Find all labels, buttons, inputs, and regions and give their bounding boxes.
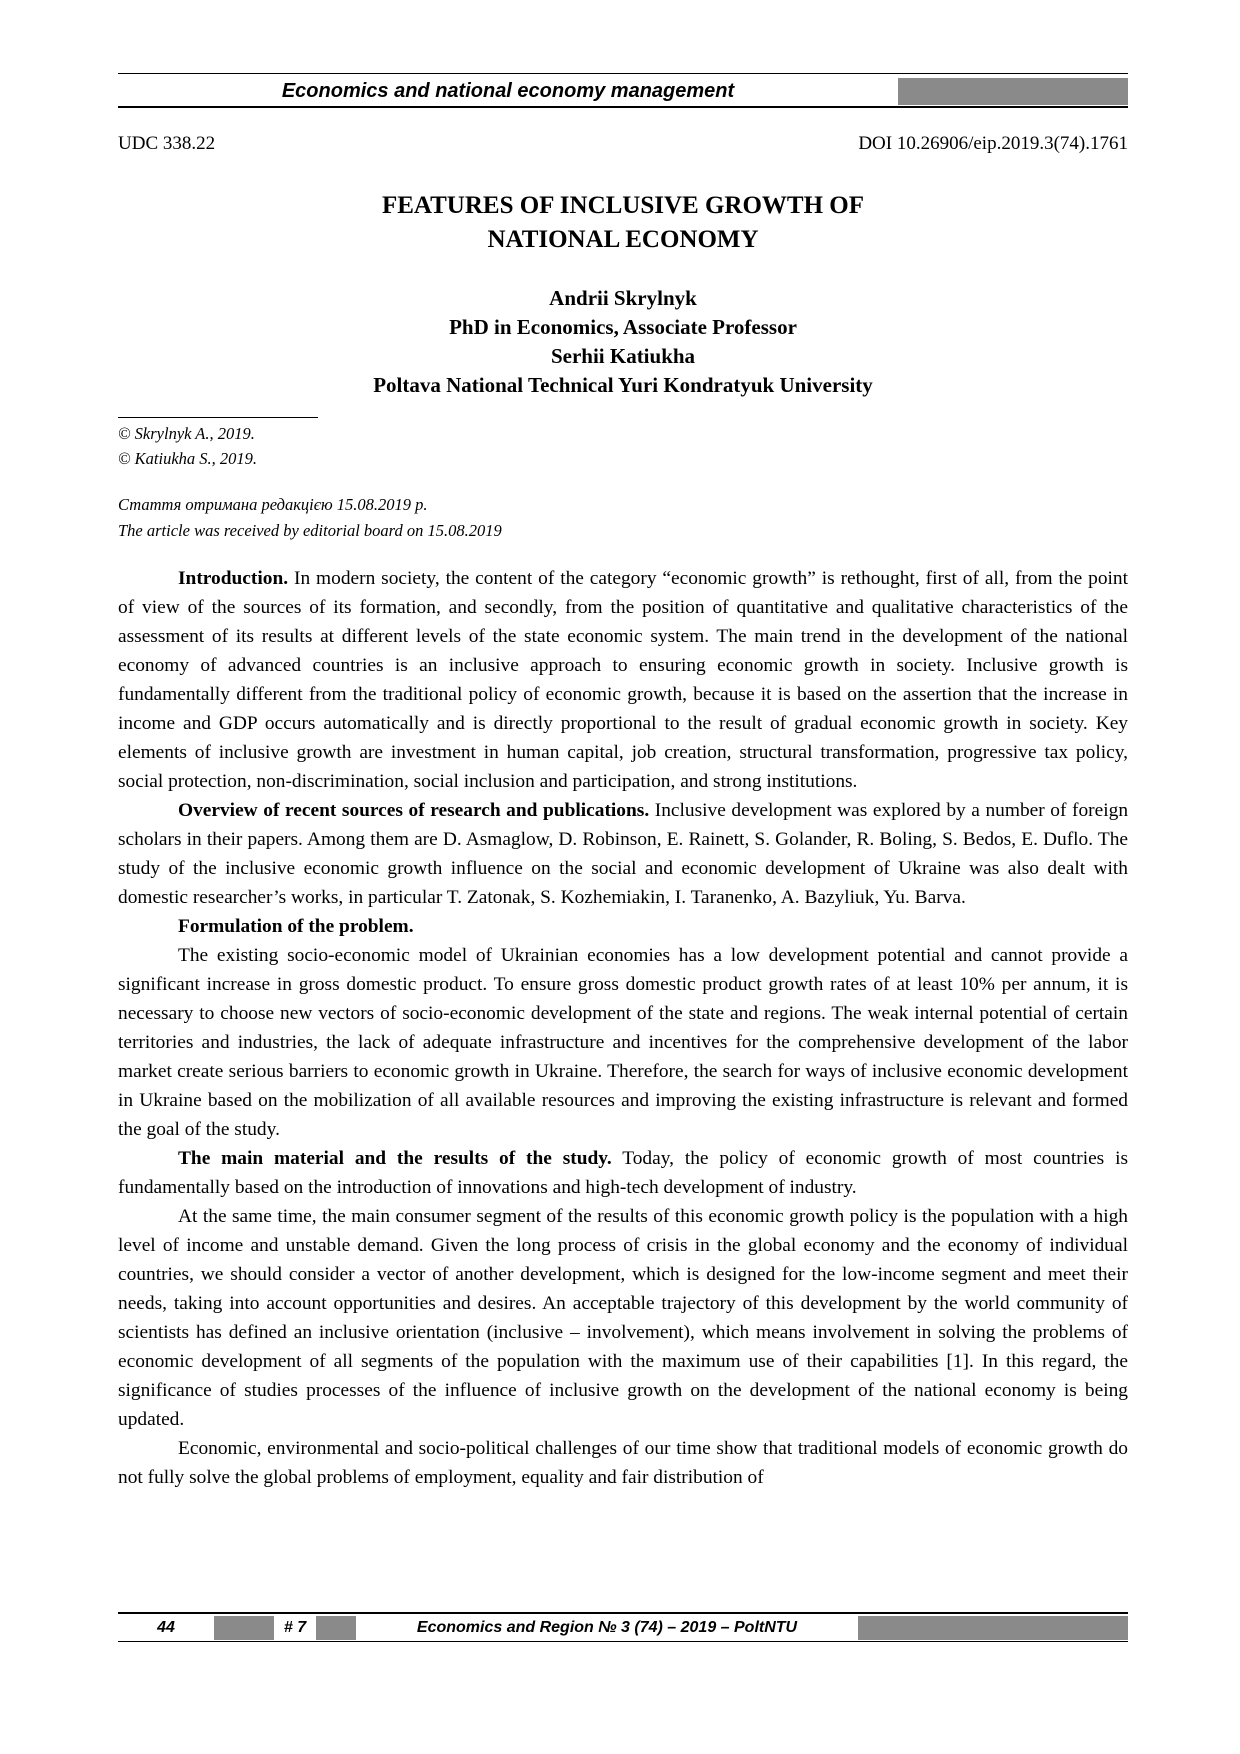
received-english: The article was received by editorial board on 15.08.2019 bbox=[118, 521, 502, 540]
paragraph-same-time: At the same time, the main consumer segment of the results of this economic growth policy is the population with a high level of income and unstable demand. Given the long process of crisis in the global economy and the economy of individual countries, we should consider a vector of another development, which is designed for the low-income segment and meet their needs, taking into account opportunities and desires. An acceptable trajectory of this development by the world community of scientists has defined an inclusive orientation (inclusive – involvement), which means involvement in solving the problems of economic development of all segments of the population with the maximum use of their capabilities [1]. In this regard, the significance of studies processes of the influence of inclusive growth on the development of the national economy is being updated. bbox=[118, 1206, 1128, 1430]
running-footer bbox=[118, 1616, 1128, 1640]
paragraph-overview bbox=[118, 796, 1128, 912]
author-1-degree: PhD in Economics, Associate Professor bbox=[449, 315, 797, 339]
doi: DOI 10.26906/eip.2019.3(74).1761 bbox=[858, 133, 1128, 154]
udc-code: UDC 338.22 bbox=[118, 133, 216, 154]
footer-grey-block-3 bbox=[858, 1616, 1128, 1640]
footer-top-rule bbox=[118, 1612, 1128, 1614]
affiliation: Poltava National Technical Yuri Kondratyuk University bbox=[373, 373, 873, 397]
running-header bbox=[118, 78, 1128, 105]
heading-main-material: The main material and the results of the study. bbox=[178, 1148, 612, 1169]
paragraph-challenges: Economic, environmental and socio-political challenges of our time show that traditional models of economic growth do not fully solve the global problems of employment, equality and fair distribution of bbox=[118, 1438, 1128, 1488]
paper-title bbox=[118, 189, 1128, 257]
header-top-rule bbox=[118, 73, 1128, 74]
header-grey-bar bbox=[898, 78, 1128, 105]
footer-grey-block-1 bbox=[214, 1616, 274, 1640]
received-notes bbox=[118, 492, 502, 544]
issue-label: # 7 bbox=[283, 1619, 307, 1636]
paragraph-introduction bbox=[118, 564, 1128, 796]
author-1: Andrii Skrylnyk bbox=[549, 286, 697, 310]
footer-bottom-rule bbox=[118, 1641, 1128, 1642]
heading-problem: Formulation of the problem. bbox=[178, 916, 414, 937]
header-bottom-rule bbox=[118, 106, 1128, 108]
paragraph-problem: The existing socio-economic model of Ukrainian economies has a low development potential and cannot provide a significant increase in gross domestic product. To ensure gross domestic product growth rates of at least 10% per annum, it is necessary to choose new vectors of socio-economic development of the state and regions. The weak internal potential of certain territories and industries, the lack of adequate infrastructure and incentives for the comprehensive development of the labor market create serious barriers to economic growth in Ukraine. Therefore, the search for ways of inclusive economic development in Ukraine based on the mobilization of all available resources and improving the existing infrastructure is relevant and formed the goal of the study. bbox=[118, 945, 1128, 1140]
section-title: Economics and national economy management bbox=[281, 80, 735, 102]
footnote-rule bbox=[118, 417, 318, 418]
title-line-1: FEATURES OF INCLUSIVE GROWTH OF bbox=[381, 192, 864, 219]
received-ukrainian: Стаття отримана редакцією 15.08.2019 р. bbox=[118, 495, 428, 514]
copyright-notes bbox=[118, 421, 257, 471]
copyright-line-2: © Katiukha S., 2019. bbox=[118, 449, 258, 468]
author-block bbox=[118, 284, 1128, 400]
text-main-material: Today, the policy of economic growth of most countries is fundamentally based on the introduction of innovations and high-tech development of industry. bbox=[118, 1148, 1128, 1198]
article-body bbox=[118, 564, 1128, 1492]
heading-introduction: Introduction. bbox=[178, 568, 289, 589]
text-overview: Inclusive development was explored by a number of foreign scholars in their papers. Among them are D. Asmaglow, D. Robinson, E. Rainett, S. Golander, R. Boling, S. Bedos, E. Duflo. The study of the inclusive economic growth influence on the social and economic development of Ukraine was also dealt with domestic researcher’s works, in particular T. Zatonak, S. Kozhemiakin, I. Taranenko, A. Bazyliuk, Yu. Barva. bbox=[118, 800, 1129, 908]
text-introduction: In modern society, the content of the category “economic growth” is rethought, first of all, from the point of view of the sources of its formation, and secondly, from the position of quantitative and qualitative characteristics of the assessment of its results at different levels of the state economic system. The main trend in the development of the national economy of advanced countries is an inclusive approach to ensuring economic growth in society. Inclusive growth is fundamentally different from the traditional policy of economic growth, because it is based on the assertion that the increase in income and GDP occurs automatically and is directly proportional to the result of gradual economic growth in society. Key elements of inclusive growth are investment in human capital, job creation, structural transformation, progressive tax policy, social protection, non-discrimination, social inclusion and participation, and strong institutions. bbox=[118, 568, 1128, 792]
title-line-2: NATIONAL ECONOMY bbox=[487, 226, 759, 253]
page-number: 44 bbox=[157, 1619, 175, 1636]
footer-grey-block-2 bbox=[316, 1616, 356, 1640]
author-2: Serhii Katiukha bbox=[550, 344, 696, 368]
copyright-line-1: © Skrylnyk A., 2019. bbox=[118, 424, 255, 443]
heading-overview: Overview of recent sources of research and publications. bbox=[178, 800, 650, 821]
paragraph-main-material bbox=[118, 1144, 1128, 1202]
journal-name: Economics and Region № 3 (74) – 2019 – PoltNTU bbox=[416, 1619, 798, 1636]
